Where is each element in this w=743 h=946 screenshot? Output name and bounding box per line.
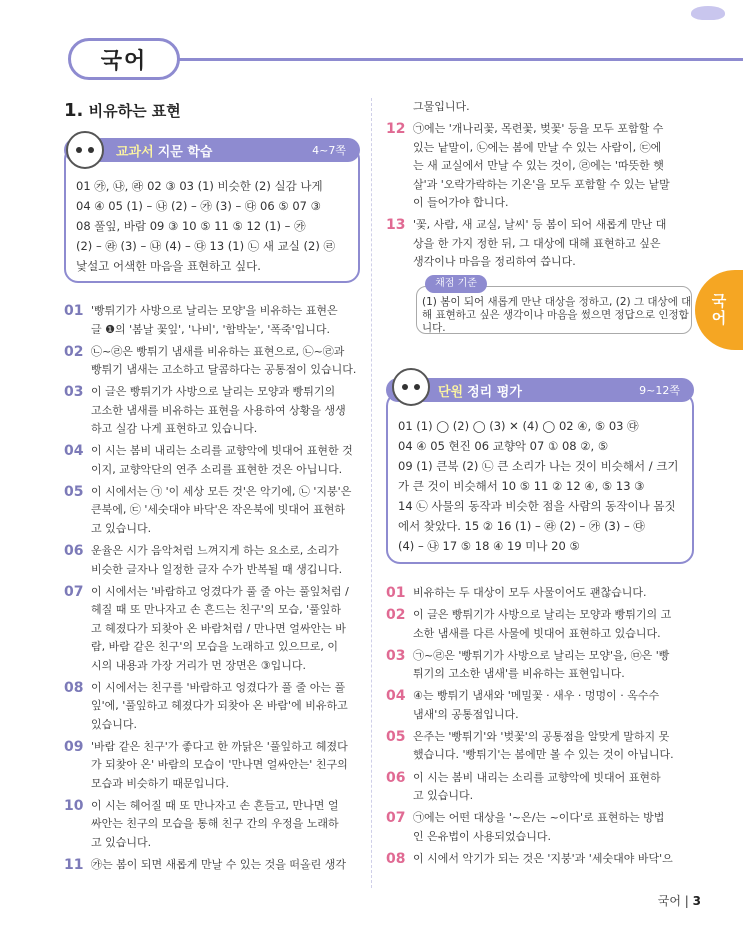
answer-line: 14 ㉡ 사물의 동작과 비슷한 점을 사람의 동작이나 몸짓 <box>398 499 676 513</box>
textbook-pages: 4~7쪽 <box>312 144 346 157</box>
answer-text-line: ㉠에는 어떤 대상을 '~은/는 ~이다'로 표현하는 방법 <box>413 811 665 825</box>
answer-text-line: 이 글은 빵튀기가 사방으로 날리는 모양과 빵튀기의 고 <box>413 608 672 622</box>
answer-item <box>64 856 364 875</box>
answer-line: 니다. <box>422 322 446 334</box>
answer-text-line: 비유하는 두 대상이 모두 사물이어도 괜찮습니다. <box>413 586 647 599</box>
column-divider <box>371 98 372 888</box>
answer-line: 낯설고 어색한 마음을 표현하고 싶다. <box>76 259 261 273</box>
answer-text-line: 상을 한 가지 정한 뒤, 그 대상에 대해 표현하고 싶은 <box>413 236 661 250</box>
answer-text-line: ④는 빵튀기 냄새와 '메밀꽃 · 새우 · 멍멍이 · 옥수수 <box>413 689 660 703</box>
answer-item <box>386 606 686 643</box>
answer-item <box>386 809 686 846</box>
answer-text-line: 그물입니다. <box>413 100 470 113</box>
subject-badge <box>68 38 180 80</box>
answer-item <box>386 98 686 117</box>
answer-line: (4) – ㉯ 17 ⑤ 18 ④ 19 미나 20 ⑤ <box>398 539 580 553</box>
answer-item <box>64 302 364 339</box>
answer-text-line: 는 새 교실에서 만날 수 있는 것이, ㉣에는 '따뜻한 햇 <box>413 159 664 173</box>
header-rule <box>150 58 743 61</box>
answer-line: 해 표현하고 싶은 생각이나 마음을 썼으면 정답으로 인정합 <box>422 309 689 321</box>
answer-number: 07 <box>386 810 406 827</box>
answer-item <box>64 483 364 539</box>
answer-number: 02 <box>386 607 406 624</box>
answer-item <box>386 584 686 603</box>
answer-text-line: 글 ❶의 '봄날 꽃잎', '나비', '함박눈', '폭죽'입니다. <box>91 322 331 336</box>
answer-item <box>386 850 686 869</box>
answer-number: 01 <box>386 585 406 601</box>
answer-line: 가 큰 것이 비슷해서 10 ⑤ 11 ② 12 ④, ⑤ 13 ③ <box>398 479 645 493</box>
subject-title: 국어 <box>100 48 148 74</box>
answer-item <box>64 542 364 579</box>
answer-line: (1) 봄이 되어 새롭게 만난 대상을 정하고, (2) 그 대상에 대 <box>422 296 692 308</box>
answer-text-line: 고 있습니다. <box>91 835 152 849</box>
answer-number: 13 <box>386 217 406 234</box>
answer-number: 05 <box>386 728 406 745</box>
answer-line: 01 ㉮, ㉯, ㉱ 02 ③ 03 (1) 비슷한 (2) 실감 나게 <box>76 179 323 193</box>
answer-number: 06 <box>386 769 406 786</box>
answer-text-line: 모습과 비슷하기 때문입니다. <box>91 776 230 790</box>
answer-number: 11 <box>64 857 84 873</box>
answer-text-line: 튀기의 고소한 냄새'를 비유하는 표현입니다. <box>413 667 625 681</box>
answer-text-line: 소한 냄새를 다른 사물에 빗대어 표현하고 있습니다. <box>413 626 661 640</box>
answer-text-line: 싸안는 친구의 모습을 통해 친구 간의 우정을 노래하 <box>91 817 339 831</box>
answer-number: 03 <box>64 384 84 401</box>
answer-text-line: 고 있습니다. <box>91 521 152 535</box>
mascot-icon <box>392 368 430 406</box>
answer-number: 03 <box>386 647 406 664</box>
answer-item <box>386 120 686 213</box>
answer-line: (2) – ㉱ (3) – ㉯ (4) – ㉰ 13 (1) ㉡ 새 교실 (2) ㉣ <box>76 239 335 253</box>
answer-text-line: 은주는 '빵튀기'와 '벚꽃'의 공통점을 알맞게 말하지 못 <box>413 729 670 743</box>
answer-text-line: 고소한 냄새를 비유하는 표현을 사용하여 상황을 생생 <box>91 403 346 417</box>
answer-line: 에서 찾았다. 15 ② 16 (1) – ㉱ (2) – ㉮ (3) – ㉰ <box>398 519 645 533</box>
answer-text-line: 이지, 교향악단의 연주 소리를 표현한 것은 아닙니다. <box>91 462 343 476</box>
answer-text-line: ㉠에는 '개나리꽃, 목련꽃, 벚꽃' 등을 모두 포함할 수 <box>413 122 664 136</box>
answer-line: 04 ④ 05 (1) – ㉯ (2) – ㉮ (3) – ㉰ 06 ⑤ 07 ③ <box>76 199 321 213</box>
page-footer: 국어 | 3 <box>657 894 701 908</box>
answer-text-line: 고 있습니다. <box>413 789 474 802</box>
answer-item <box>386 687 686 724</box>
answer-line: 08 풀잎, 바람 09 ③ 10 ⑤ 11 ⑤ 12 (1) – ㉮ <box>76 219 306 233</box>
answer-text-line: ㉠~㉣은 '빵튀기가 사방으로 날리는 모양'을, ㉤은 '빵 <box>413 648 670 662</box>
answer-text-line: 람, 바람 같은 친구'의 모습을 노래하고 있으므로, 이 <box>91 640 339 654</box>
unit-summary-header <box>386 378 694 402</box>
answer-line: 01 (1) ◯ (2) ◯ (3) ✕ (4) ◯ 02 ④, ⑤ 03 ㉰ <box>398 419 639 433</box>
answer-text-line: 빵튀기 냄새는 고소하고 달콤하다는 공통점이 있습니다. <box>91 363 357 377</box>
answer-number: 06 <box>64 543 84 559</box>
answer-text-line: 고 헤졌다가 되찾아 온 바람처럼 / 만나면 얼싸안는 바 <box>91 621 346 635</box>
answer-text-line: 이 글은 빵튀기가 사방으로 날리는 모양과 빵튀기의 <box>91 385 336 399</box>
answer-text-line: 생각이나 마음을 정리하여 씁니다. <box>413 255 576 269</box>
answer-line: 04 ④ 05 현진 06 교향악 07 ① 08 ②, ⑤ <box>398 439 609 453</box>
answer-number: 09 <box>64 738 84 755</box>
answer-item <box>64 442 364 479</box>
answer-text-line: 하고 실감 나게 표현하고 있습니다. <box>91 422 258 436</box>
answer-text-line: 헤질 때 또 만나자고 손 흔드는 친구'의 모습, '풀잎하 <box>91 603 342 617</box>
answer-text-line: 이 시는 봄비 내리는 소리를 교향악에 빗대어 표현하 <box>413 770 661 784</box>
answer-number: 02 <box>64 343 84 360</box>
answer-text-line: 가 되찾아 온' 바람의 모습이 '만나면 얼싸안는' 친구의 <box>91 758 348 772</box>
side-subject-tab <box>695 270 743 350</box>
answer-text-line: 운율은 시가 음악처럼 느껴지게 하는 요소로, 소리가 <box>91 544 339 557</box>
answer-number: 01 <box>64 303 84 319</box>
answer-text-line: 시의 내용과 가장 거리가 먼 장면은 ③입니다. <box>91 658 306 672</box>
answer-number: 08 <box>64 679 84 696</box>
answer-number: 12 <box>386 121 406 138</box>
answer-text-line: 살'과 '오락가락하는 기온'을 모두 포함할 수 있는 낱말 <box>413 177 670 191</box>
answer-item <box>64 383 364 439</box>
answer-text-line: 냄새'의 공통점입니다. <box>413 707 519 721</box>
answer-item <box>386 769 686 806</box>
answer-text-line: 이 들어가야 합니다. <box>413 196 509 210</box>
answer-text-line: 이 시에서는 친구를 '바람하고 엉겼다가 풀 줄 아는 풀 <box>91 680 346 694</box>
textbook-title-a: 교과서 <box>116 144 154 160</box>
answer-text-line: ㉡~㉣은 빵튀기 냄새를 비유하는 표현으로, ㉡~㉣과 <box>91 344 345 358</box>
answer-item <box>64 738 364 794</box>
header-decoration <box>691 6 725 20</box>
grading-criteria-tag: 채점 기준 <box>425 275 487 293</box>
footer-subject: 국어 <box>657 894 681 908</box>
unit-title-b: 정리 평가 <box>467 384 522 400</box>
answer-item <box>64 797 364 853</box>
answer-text-line: '바람 같은 친구'가 좋다고 한 까닭은 '풀잎하고 헤졌다 <box>91 739 348 753</box>
answer-number: 07 <box>64 583 84 600</box>
answer-text-line: '빵튀기가 사방으로 날리는 모양'을 비유하는 표현은 <box>91 304 338 317</box>
page-number: 3 <box>692 894 701 908</box>
answer-item <box>64 583 364 676</box>
answer-text-line: 잎'에, '풀잎하고 헤졌다가 되찾아 온 바람'에 비유하고 <box>91 699 348 713</box>
section-title: 비유하는 표현 <box>88 102 181 120</box>
unit-title-a: 단원 <box>438 384 464 400</box>
answer-text-line: 했습니다. '빵튀기'는 봄에만 볼 수 있는 것이 아닙니다. <box>413 748 674 762</box>
answer-item <box>64 343 364 380</box>
textbook-summary-header <box>64 138 360 162</box>
answer-number: 08 <box>386 850 406 867</box>
answer-text-line: 이 시는 봄비 내리는 소리를 교향악에 빗대어 표현한 것 <box>91 444 353 458</box>
mascot-icon <box>66 131 104 169</box>
unit-pages: 9~12쪽 <box>639 384 680 397</box>
side-tab-label: 국어 <box>709 293 728 327</box>
answer-item <box>386 728 686 765</box>
answer-number: 04 <box>64 443 84 460</box>
answer-text-line: 비슷한 글자나 일정한 글자 수가 반복될 때 생깁니다. <box>91 562 343 576</box>
answer-text-line: 큰북에, ㉢ '세숫대야 바닥'은 작은북에 빗대어 표현하 <box>91 503 346 517</box>
answer-text-line: 이 시에서는 '바람하고 엉겼다가 풀 줄 아는 풀잎처럼 / <box>91 584 349 598</box>
section-number: 1. <box>64 100 84 121</box>
answer-number: 05 <box>64 483 84 500</box>
answer-text-line: 인 은유법이 사용되었습니다. <box>413 829 552 843</box>
answer-text-line: ㉮는 봄이 되면 새롭게 만날 수 있는 것을 떠올린 생각 <box>91 858 346 871</box>
textbook-title-b: 지문 학습 <box>157 144 213 160</box>
answer-text-line: 있습니다. <box>91 717 138 731</box>
answer-text-line: 이 시는 헤어질 때 또 만나자고 손 흔들고, 만나면 얼 <box>91 798 339 812</box>
answer-item <box>386 647 686 684</box>
answer-number: 10 <box>64 797 84 814</box>
answer-text-line: '꽃, 사람, 새 교실, 날씨' 등 봄이 되어 새롭게 만난 대 <box>413 218 667 232</box>
answer-text-line: 이 시에서는 ㉠ '이 세상 모든 것'은 악기에, ㉡ '지붕'은 <box>91 484 352 498</box>
answer-text-line: 이 시에서 악기가 되는 것은 '지붕'과 '세숫대야 바닥'으 <box>413 851 673 865</box>
answer-line: 09 (1) 큰북 (2) ㉡ 큰 소리가 나는 것이 비슷해서 / 크기 <box>398 459 679 473</box>
answer-item <box>386 216 686 272</box>
answer-number: 04 <box>386 688 406 705</box>
answer-text-line: 있는 낱말이, ㉡에는 봄에 만날 수 있는 사람이, ㉢에 <box>413 140 662 154</box>
answer-item <box>64 679 364 735</box>
section-heading <box>64 100 181 121</box>
